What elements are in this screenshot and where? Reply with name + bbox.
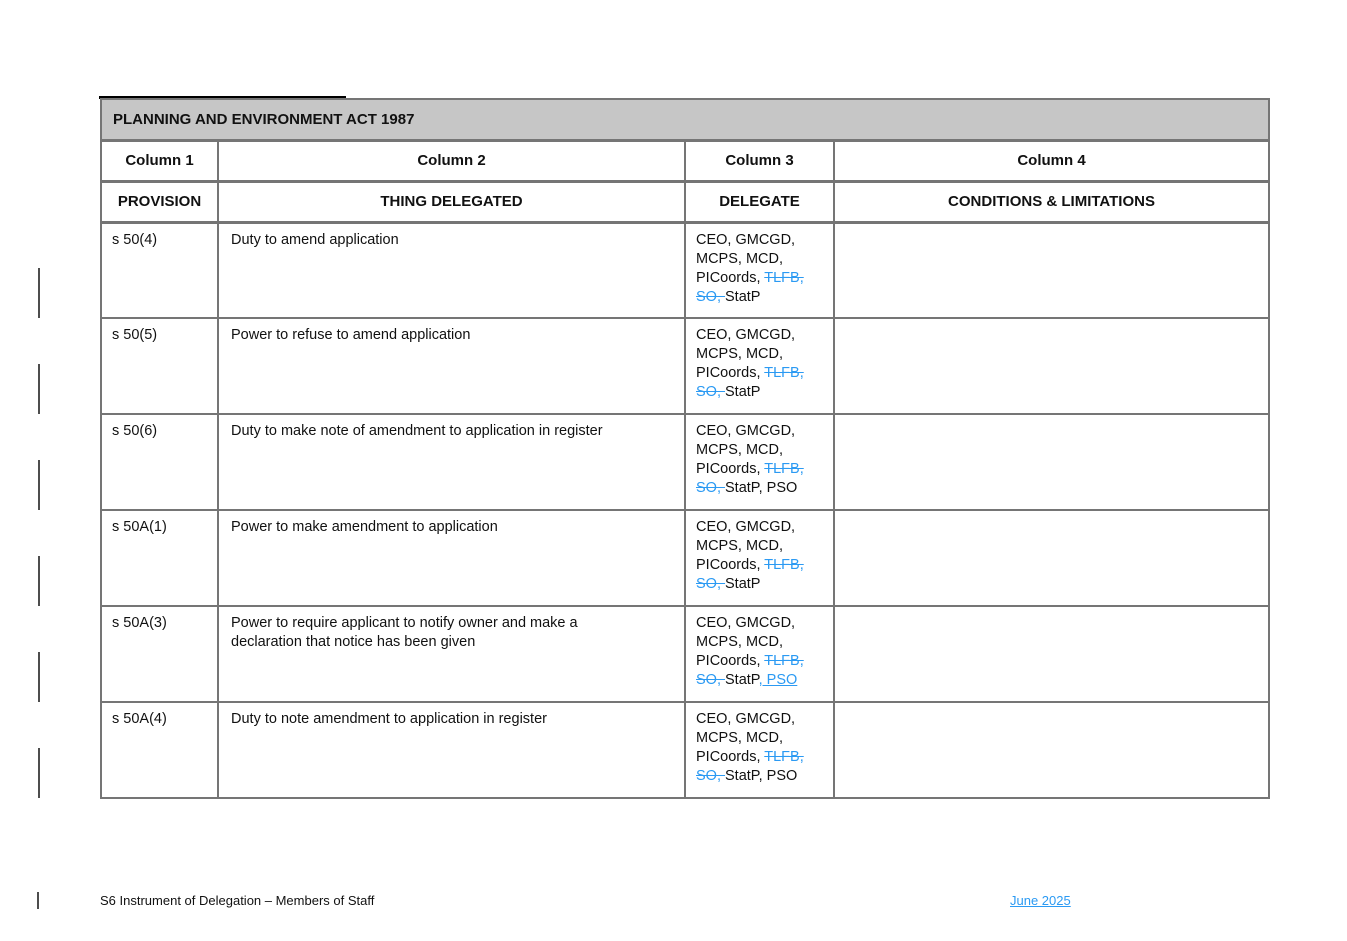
provision-cell: s 50(5) xyxy=(101,318,218,414)
thing-delegated-text: Duty to note amendment to application in register xyxy=(231,711,547,727)
table-row xyxy=(101,702,1269,798)
provision-cell: s 50(6) xyxy=(101,414,218,510)
delegate-text: StatP xyxy=(725,672,759,688)
table-title-row xyxy=(101,99,1269,140)
thing-delegated-text: Power to require applicant to notify owner and make a declaration that notice has been given xyxy=(231,615,578,650)
deleted-text: TLFB, SO, xyxy=(696,461,804,496)
delegate-cell xyxy=(685,606,834,702)
conditions-cell xyxy=(834,702,1269,798)
deleted-text: TLFB, SO, xyxy=(696,749,804,784)
provision-cell: s 50(4) xyxy=(101,222,218,318)
delegate-text: StatP xyxy=(725,576,761,592)
delegate-text: StatP xyxy=(725,288,761,305)
delegate-text xyxy=(696,614,816,690)
deleted-text: TLFB, SO, xyxy=(696,557,804,592)
delegate-text: StatP, PSO xyxy=(725,480,798,496)
thing-delegated-text: Duty to make note of amendment to application in register xyxy=(231,423,603,439)
delegate-cell xyxy=(685,318,834,414)
tracked-change-bar xyxy=(38,556,40,606)
provision-header: PROVISION xyxy=(101,181,218,222)
thing-delegated-header: THING DELEGATED xyxy=(218,181,685,222)
delegate-text: CEO, GMCGD, MCPS, MCD, PICoords, xyxy=(696,231,796,286)
table-title: PLANNING AND ENVIRONMENT ACT 1987 xyxy=(101,99,1269,140)
delegate-text: StatP, PSO xyxy=(725,768,798,784)
table-row xyxy=(101,222,1269,318)
delegate-cell xyxy=(685,414,834,510)
delegate-text xyxy=(696,326,816,402)
delegate-text: StatP xyxy=(725,384,761,400)
delegate-cell xyxy=(685,702,834,798)
delegate-text: CEO, GMCGD, MCPS, MCD, PICoords, xyxy=(696,327,796,381)
tracked-change-bar xyxy=(37,892,39,909)
conditions-cell xyxy=(834,318,1269,414)
column-4-header: Column 4 xyxy=(834,140,1269,181)
conditions-cell xyxy=(834,222,1269,318)
column-2-header: Column 2 xyxy=(218,140,685,181)
table-row xyxy=(101,510,1269,606)
delegate-text: CEO, GMCGD, MCPS, MCD, PICoords, xyxy=(696,519,796,573)
thing-delegated-cell xyxy=(218,702,685,798)
provision-cell: s 50A(3) xyxy=(101,606,218,702)
delegate-text xyxy=(696,518,816,594)
conditions-cell xyxy=(834,606,1269,702)
delegation-table xyxy=(100,98,1270,799)
provision-cell: s 50A(1) xyxy=(101,510,218,606)
conditions-header: CONDITIONS & LIMITATIONS xyxy=(834,181,1269,222)
conditions-cell xyxy=(834,510,1269,606)
thing-delegated-text: Duty to amend application xyxy=(231,231,399,248)
thing-delegated-text: Power to refuse to amend application xyxy=(231,327,471,343)
tracked-change-bar xyxy=(38,748,40,798)
tracked-change-bar xyxy=(38,268,40,318)
deleted-text: TLFB, SO, xyxy=(696,269,804,305)
table-row xyxy=(101,318,1269,414)
footer-doc-title: S6 Instrument of Delegation – Members of Staff xyxy=(100,893,375,908)
tracked-change-bar xyxy=(38,652,40,702)
delegate-text xyxy=(696,422,816,498)
conditions-cell xyxy=(834,414,1269,510)
provision-cell: s 50A(4) xyxy=(101,702,218,798)
column-header-row xyxy=(101,140,1269,181)
tracked-change-bar xyxy=(38,460,40,510)
inserted-text: , PSO xyxy=(758,672,798,688)
column-3-header: Column 3 xyxy=(685,140,834,181)
delegate-text xyxy=(696,710,816,786)
thing-delegated-text: Power to make amendment to application xyxy=(231,519,498,535)
thing-delegated-cell xyxy=(218,222,685,318)
thing-delegated-cell xyxy=(218,318,685,414)
footer-date-link[interactable]: June 2025 xyxy=(1010,893,1071,908)
deleted-text: TLFB, SO, xyxy=(696,365,804,400)
tracked-change-bar xyxy=(38,364,40,414)
delegate-header: DELEGATE xyxy=(685,181,834,222)
delegate-text xyxy=(696,231,816,307)
thing-delegated-cell xyxy=(218,606,685,702)
delegate-text: CEO, GMCGD, MCPS, MCD, PICoords, xyxy=(696,423,796,477)
table-row xyxy=(101,606,1269,702)
table-row xyxy=(101,414,1269,510)
column-1-header: Column 1 xyxy=(101,140,218,181)
deleted-text: TLFB, SO, xyxy=(696,653,804,688)
field-header-row xyxy=(101,181,1269,222)
delegate-cell xyxy=(685,222,834,318)
delegate-text: CEO, GMCGD, MCPS, MCD, PICoords, xyxy=(696,615,796,669)
thing-delegated-cell xyxy=(218,510,685,606)
thing-delegated-cell xyxy=(218,414,685,510)
delegate-text: CEO, GMCGD, MCPS, MCD, PICoords, xyxy=(696,711,796,765)
delegate-cell xyxy=(685,510,834,606)
